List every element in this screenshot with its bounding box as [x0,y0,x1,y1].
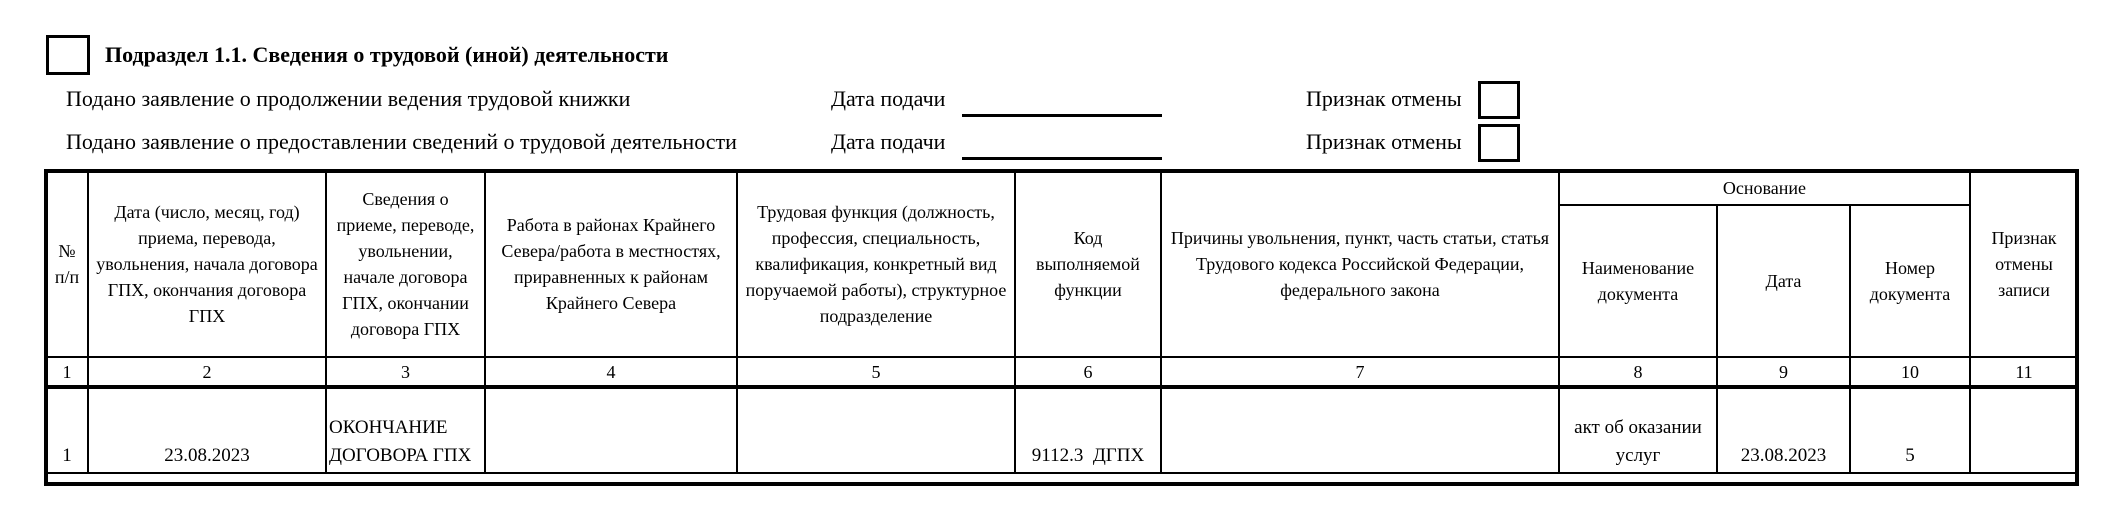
row-document-number: 5 [1850,387,1970,473]
row-function-code: 9112.3 ДГПХ [1015,387,1161,473]
row-cancel-record [1970,387,2078,473]
header-document-name: Наименование документа [1559,205,1717,357]
statement-2-cancel-checkbox[interactable] [1478,124,1520,162]
column-numbers-row [46,357,2078,387]
row-dismissal-reason [1161,387,1559,473]
column-number: 9 [1717,357,1850,387]
header-date: Дата (число, месяц, год) приема, перевода, увольнения, начала договора ГПХ, окончания договора ГПХ [88,171,326,357]
statement-1-date-field[interactable] [962,88,1162,117]
row-labor-function [737,387,1015,473]
column-number: 5 [737,357,1015,387]
section-checkbox[interactable] [46,35,90,75]
row-document-name: акт об оказании услуг [1559,387,1717,473]
row-event-line-1: ОКОНЧАНИЕ [329,417,448,438]
statement-2-cancel-label: Признак отмены [1306,129,1462,154]
statement-2-label: Подано заявление о предоставлении сведений о трудовой деятельности [66,129,737,154]
header-event: Сведения о приеме, переводе, увольнении, начале договора ГПХ, окончании договора ГПХ [326,171,485,357]
column-number: 8 [1559,357,1717,387]
row-number: 1 [46,387,88,473]
row-date: 23.08.2023 [88,387,326,473]
header-dismissal-reason: Причины увольнения, пункт, часть статьи, статья Трудового кодекса Российской Федерации, федерального закона [1161,171,1559,357]
statement-1-date-label: Дата подачи [831,86,946,111]
column-number: 4 [485,357,737,387]
row-document-date: 23.08.2023 [1717,387,1850,473]
employment-records-table [45,170,2079,474]
statement-1-label: Подано заявление о продолжении ведения трудовой книжки [66,86,631,111]
column-number: 10 [1850,357,1970,387]
statement-1-cancel-label: Признак отмены [1306,86,1462,111]
column-number: 1 [46,357,88,387]
statement-1-cancel-checkbox[interactable] [1478,81,1520,119]
column-number: 11 [1970,357,2078,387]
column-number: 6 [1015,357,1161,387]
row-event-line-2: ДОГОВОРА ГПХ [329,445,472,466]
header-number: № п/п [46,171,88,357]
header-north-work: Работа в районах Крайнего Севера/работа в местностях, приравненных к районам Крайнего Севера [485,171,737,357]
statement-2-date-field[interactable] [962,131,1162,160]
header-function-code: Код выполняемой функции [1015,171,1161,357]
column-number: 3 [326,357,485,387]
section-title: Подраздел 1.1. Сведения о трудовой (иной) деятельности [105,42,669,67]
column-number: 2 [88,357,326,387]
row-event [326,387,485,473]
statement-2-date-label: Дата подачи [831,129,946,154]
table-row [46,387,2078,473]
header-basis-group: Основание [1559,171,1970,205]
row-north-work [485,387,737,473]
header-cancel-record: Признак отмены записи [1970,171,2078,357]
column-number: 7 [1161,357,1559,387]
header-labor-function: Трудовая функция (должность, профессия, специальность, квалификация, конкретный вид поручаемой работы), структурное подразделение [737,171,1015,357]
header-document-date: Дата [1717,205,1850,357]
header-document-number: Номер документа [1850,205,1970,357]
